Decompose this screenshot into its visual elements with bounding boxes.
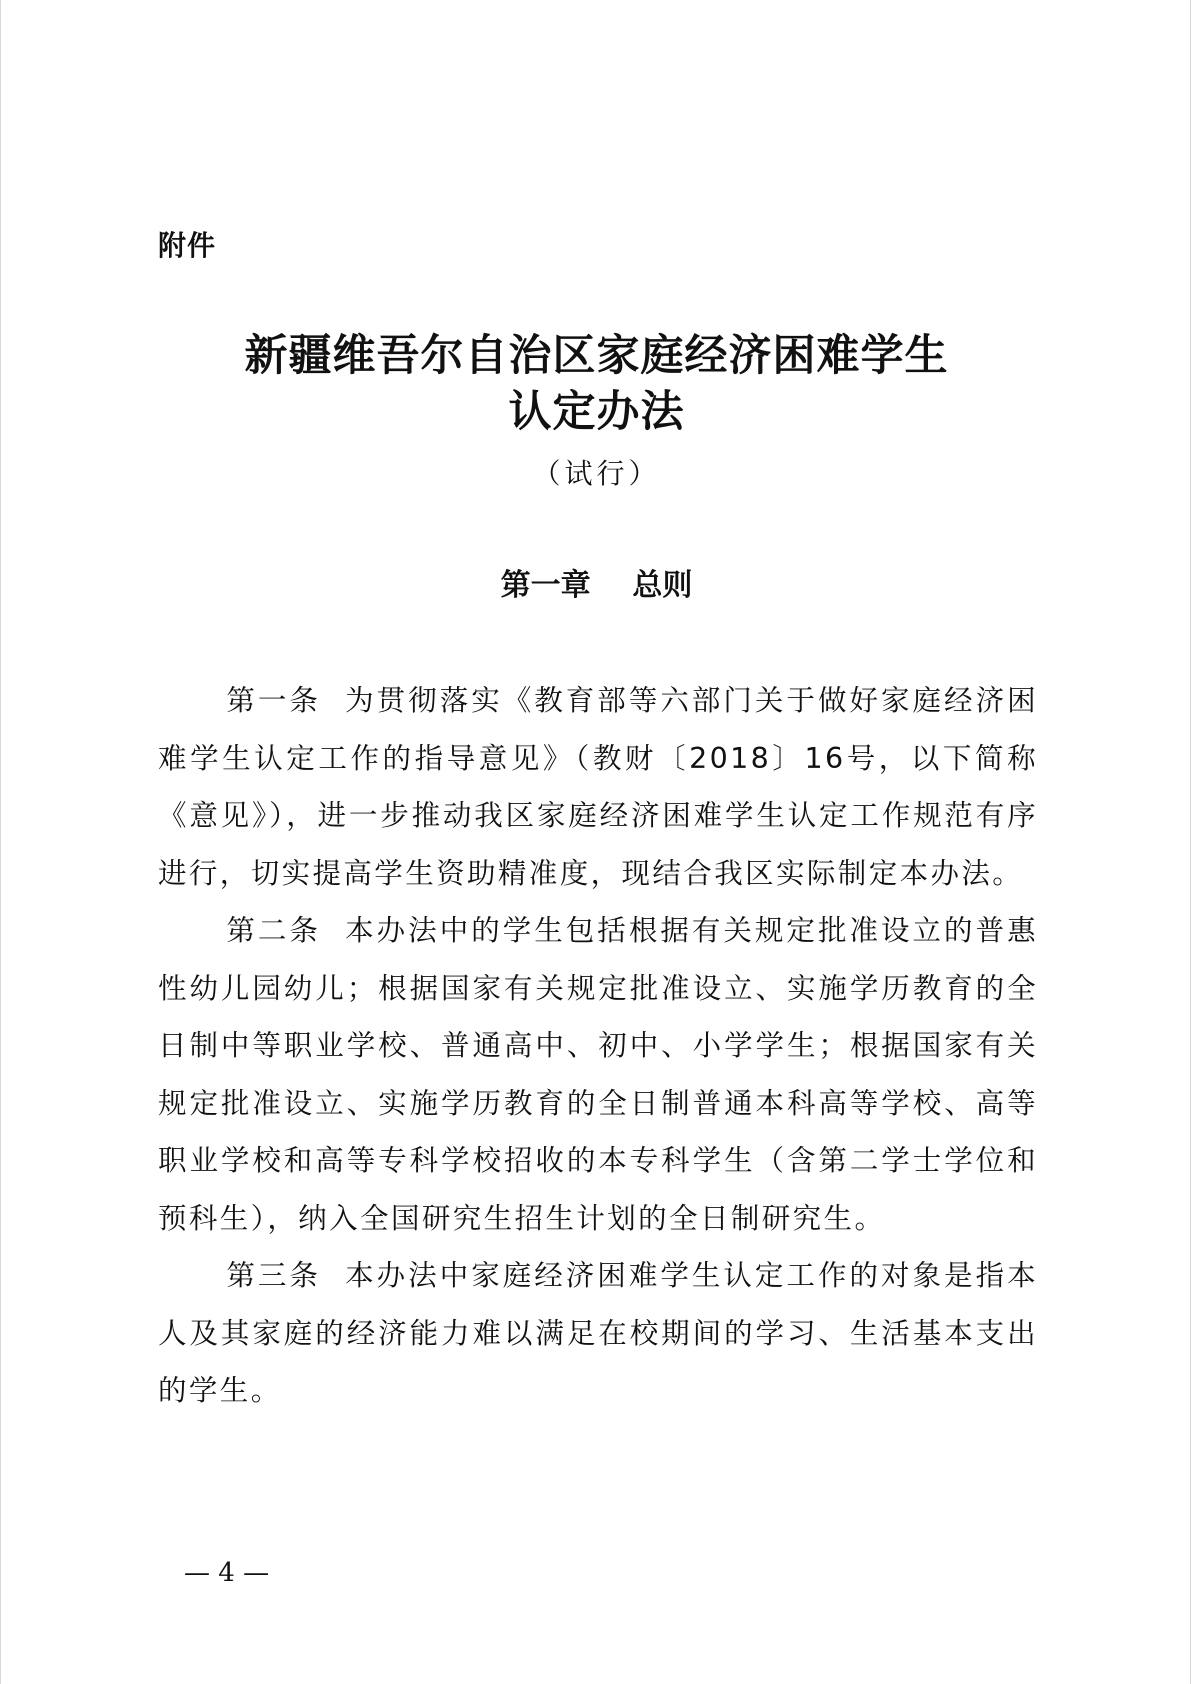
- article-label: 第二条: [226, 914, 346, 947]
- article-text: 本办法中家庭经济困难学生认定工作的对象是指本人及其家庭的经济能力难以满足在校期间的学习、生活基本支出的学生。: [158, 1259, 1038, 1407]
- document-title-line1: 新疆维吾尔自治区家庭经济困难学生: [244, 331, 949, 381]
- article-label: 第一条: [226, 684, 346, 717]
- chapter-heading: 第一章 总则: [500, 568, 693, 603]
- article-label: 第三条: [226, 1259, 346, 1292]
- document-body: [158, 672, 1038, 1420]
- page-number: — 4 —: [184, 1558, 270, 1588]
- document-subtitle: （试行）: [532, 457, 661, 490]
- article-text: 本办法中的学生包括根据有关规定批准设立的普惠性幼儿园幼儿；根据国家有关规定批准设立、实施学历教育的全日制中等职业学校、普通高中、初中、小学学生；根据国家有关规定批准设立、实施学历教育的全日制普通本科高等学校、高等职业学校和高等专科学校招收的本专科学生（含第二学士学位和预科生），纳入全国研究生招生计划的全日制研究生。: [158, 914, 1038, 1235]
- article-text: 为贯彻落实《教育部等六部门关于做好家庭经济困难学生认定工作的指导意见》（教财〔2018〕16号，以下简称《意见》），进一步推动我区家庭经济困难学生认定工作规范有序进行，切实提高学生资助精准度，现结合我区实际制定本办法。: [158, 684, 1038, 890]
- attachment-label: 附件: [158, 229, 217, 262]
- article-paragraph: [158, 672, 1038, 902]
- article-paragraph: [158, 902, 1038, 1247]
- document-title-line2: 认定办法: [508, 387, 685, 437]
- article-paragraph: [158, 1247, 1038, 1420]
